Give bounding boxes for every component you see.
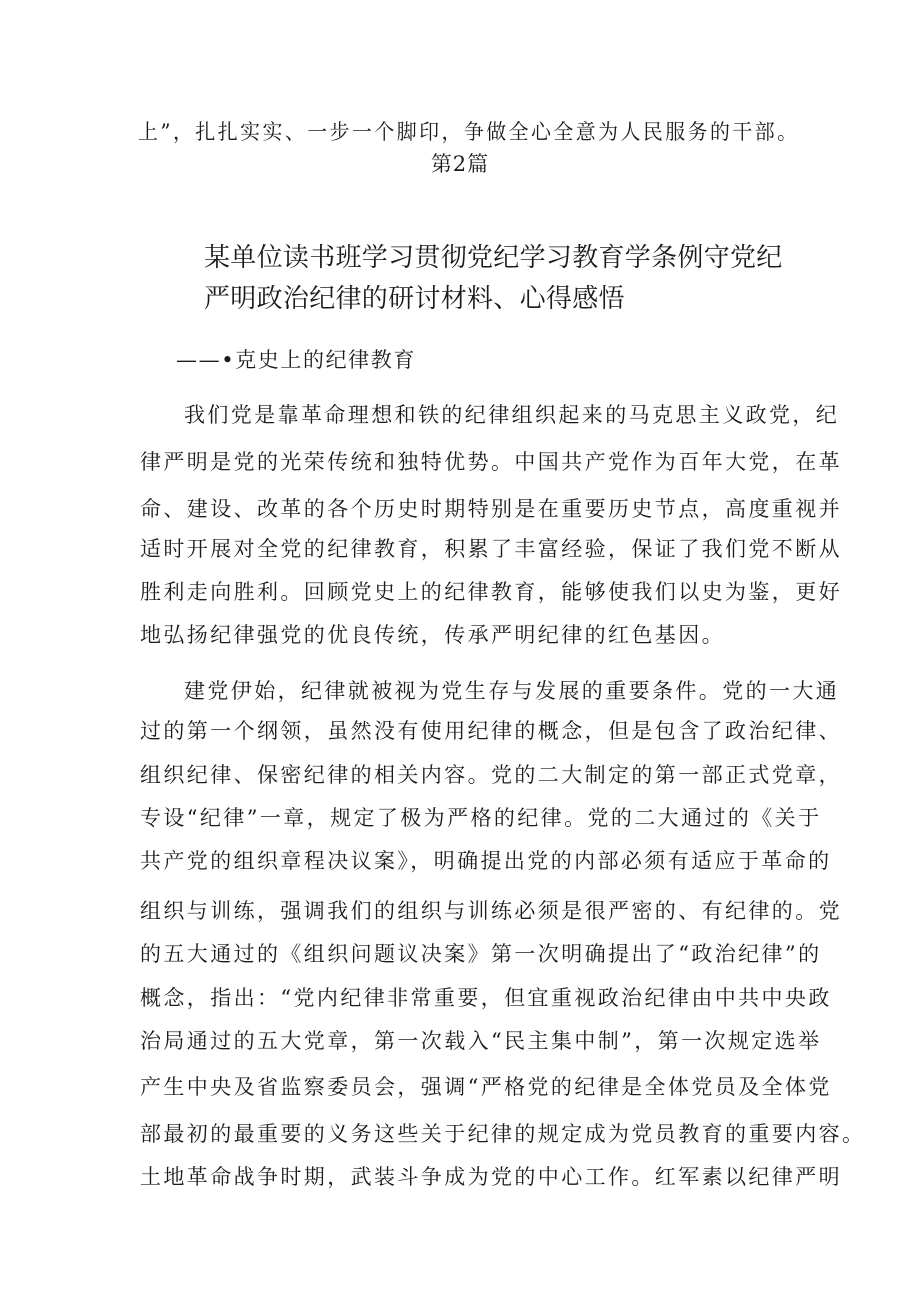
paragraph-line: 组织纪律、保密纪律的相关内容。党的二大制定的第一部正式党章， bbox=[140, 763, 842, 787]
paragraph-line: 土地革命战争时期，武装斗争成为党的中心工作。红军素以纪律严明 bbox=[140, 1165, 842, 1189]
paragraph-line: 专设“纪律”一章，规定了极为严格的纪律。党的二大通过的《关于 bbox=[140, 806, 822, 830]
paragraph-line: 地弘扬纪律强党的优良传统，传承严明纪律的红色基因。 bbox=[140, 623, 725, 647]
document-title-line-2: 严明政治纪律的研讨材料、心得感悟 bbox=[204, 284, 625, 314]
paragraph-line: 律严明是党的光荣传统和独特优势。中国共产党作为百年大党，在革 bbox=[140, 450, 842, 474]
paragraph-line: 胜利走向胜利。回顾党史上的纪律教育，能够使我们以史为鉴，更好 bbox=[140, 580, 842, 604]
paragraph-line: 我们党是靠革命理想和铁的纪律组织起来的马克思主义政党，纪 bbox=[184, 403, 840, 427]
document-subtitle: ——•克史上的纪律教育 bbox=[176, 348, 416, 372]
section-label: 第2篇 bbox=[430, 152, 490, 176]
paragraph-line: 的五大通过的《组织问题议决案》第一次明确提出了“政治纪律”的 bbox=[140, 942, 822, 966]
paragraph-line: 产生中央及省监察委员会，强调“严格党的纪律是全体党员及全体党 bbox=[140, 1075, 832, 1099]
paragraph-line: 命、建设、改革的各个历史时期特别是在重要历史节点，高度重视并 bbox=[140, 497, 842, 521]
carryover-text-line: 上”，扎扎实实、一步一个脚印，争做全心全意为人民服务的干部。 bbox=[138, 120, 800, 144]
paragraph-line: 适时开展对全党的纪律教育，积累了丰富经验，保证了我们党不断从 bbox=[140, 537, 842, 561]
paragraph-line: 概念，指出：“党内纪律非常重要，但宜重视政治纪律由中共中央政 bbox=[140, 986, 832, 1010]
paragraph-line: 部最初的最重要的义务这些关于纪律的规定成为党员教育的重要内容。 bbox=[140, 1122, 866, 1146]
paragraph-line: 过的第一个纲领，虽然没有使用纪律的概念，但是包含了政治纪律、 bbox=[140, 719, 842, 743]
paragraph-line: 治局通过的五大党章，第一次载入“民主集中制”，第一次规定选举 bbox=[140, 1029, 822, 1053]
paragraph-line: 建党伊始，纪律就被视为党生存与发展的重要条件。党的一大通 bbox=[184, 679, 840, 703]
paragraph-line: 共产党的组织章程决议案》，明确提出党的内部必须有适应于革命的 bbox=[140, 849, 832, 873]
document-title-line-1: 某单位读书班学习贯彻党纪学习教育学条例守党纪 bbox=[204, 243, 783, 273]
paragraph-line: 组织与训练，强调我们的组织与训练必须是很严密的、有纪律的。党 bbox=[140, 899, 842, 923]
